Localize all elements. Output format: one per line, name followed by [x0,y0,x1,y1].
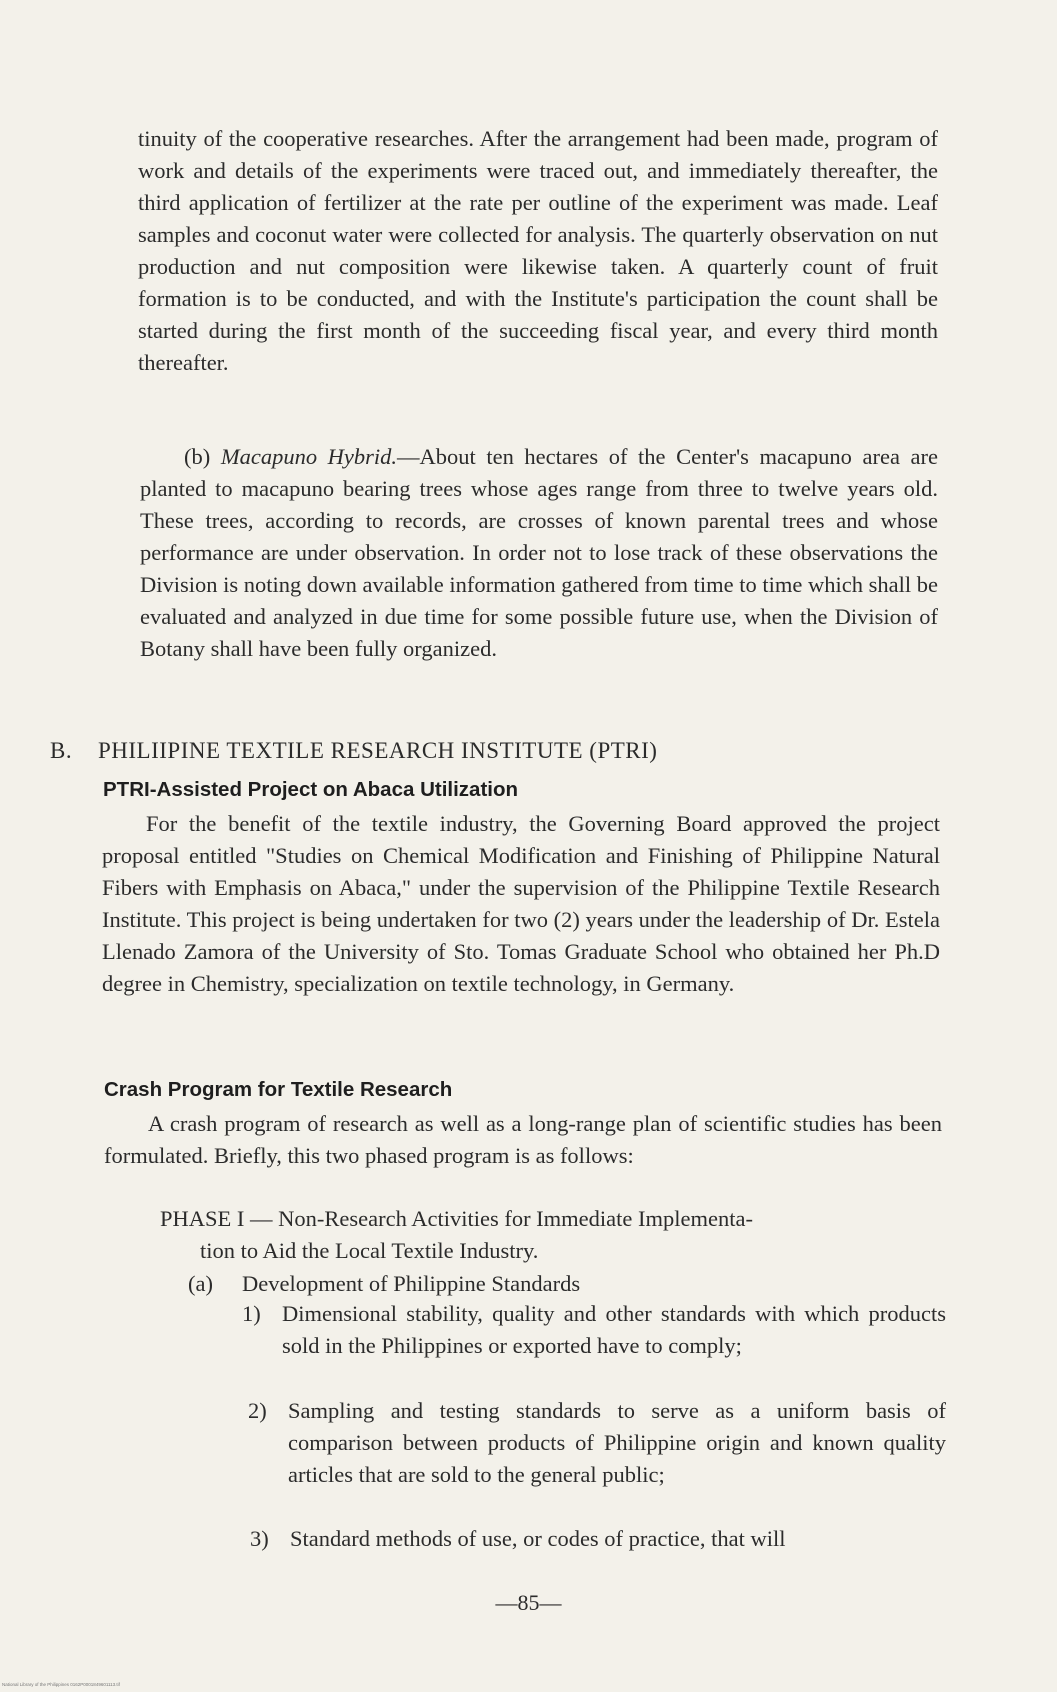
paragraph-crash-program [104,1108,942,1172]
item-b-label: (b) [184,444,211,469]
scan-footer: National Library of the Philippines 0162P0001849601113.tif [2,1682,120,1687]
paragraph-3-text: For the benefit of the textile industry, the Governing Board approved the project proposal entitled "Studies on Chemical Modification and Finishing of Philippine Natural Fibers with Emphasis on Abaca," under the supervision of the Philippine Textile Research Institute. This project is being undertaken for two (2) years under the leadership of Dr. Estela Llenado Zamora of the University of Sto. Tomas Graduate School who obtained her Ph.D degree in Chemistry, specialization on textile technology, in Germany. [102,811,940,996]
paragraph-abaca-project [102,808,940,1000]
list-item-text: Sampling and testing standards to serve as a uniform basis of comparison between products of Philippine origin and known quality articles that are sold to the general public; [288,1398,946,1487]
phase-1-heading [160,1203,942,1267]
item-a [188,1268,580,1300]
item-a-text: Development of Philippine Standards [242,1271,581,1296]
page-number: —85— [495,1590,562,1615]
subheading-crash-program: Crash Program for Textile Research [104,1078,453,1101]
list-item [248,1395,946,1491]
section-letter: B. [50,738,73,763]
phase-1-line-2: tion to Aid the Local Textile Industry. [200,1238,539,1263]
list-item [242,1298,946,1362]
paragraph-2-text: —About ten hectares of the Center's macapuno area are planted to macapuno bearing trees whose ages range from three to twelve years old. These trees, according to records, are crosses of known parental trees and whose performance are under observation. In order not to lose track of these observations the Division is noting down available information gathered from time to time which shall be evaluated and analyzed in due time for some possible future use, when the Division of Botany shall have been fully organized. [140,444,939,661]
subheading-abaca-utilization: PTRI-Assisted Project on Abaca Utilization [103,778,519,801]
paragraph-macapuno-hybrid [140,441,938,665]
macapuno-hybrid-title: Macapuno Hybrid. [220,444,398,469]
phase-1-line-1: PHASE I — Non-Research Activities for Immediate Implementa- [160,1206,753,1231]
list-item-number: 2) [248,1398,267,1423]
item-a-label: (a) [188,1271,213,1296]
list-item-text: Standard methods of use, or codes of practice, that will [290,1526,786,1551]
list-item [250,1523,946,1555]
list-item-number: 3) [250,1526,269,1551]
list-item-number: 1) [242,1301,261,1326]
paragraph-coconut-research [138,123,938,379]
paragraph-1-text: tinuity of the cooperative researches. After the arrangement had been made, program of work and details of the experiments were traced out, and immediately thereafter, the third application of fertilizer at the rate per outline of the experiment was made. Leaf samples and coconut water were collected for analysis. The quarterly observation on nut production and nut composition were likewise taken. A quarterly count of fruit formation is to be conducted, and with the Institute's participation the count shall be started during the first month of the succeeding fiscal year, and every third month thereafter. [138,126,938,375]
list-item-text: Dimensional stability, quality and other standards with which products sold in the Philippines or exported have to comply; [282,1301,946,1358]
section-b-heading [50,735,657,767]
section-title: PHILIIPINE TEXTILE RESEARCH INSTITUTE (PTRI) [98,738,658,763]
paragraph-4-text: A crash program of research as well as a long-range plan of scientific studies has been formulated. Briefly, this two phased program is as follows: [104,1111,942,1168]
